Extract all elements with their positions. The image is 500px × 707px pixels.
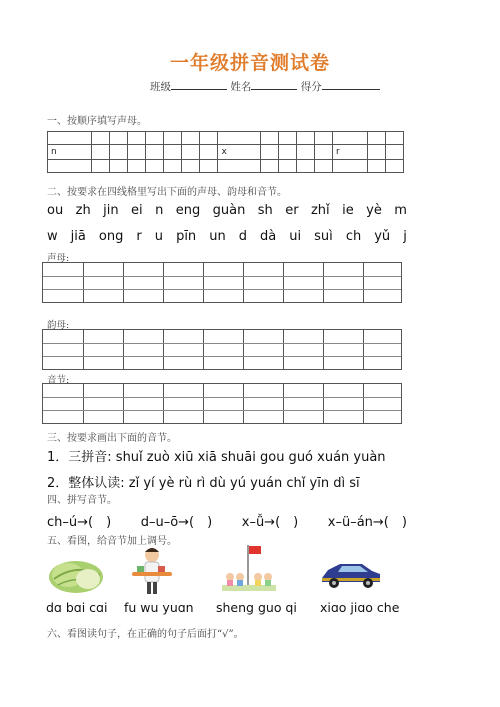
grid-cell[interactable] <box>278 160 296 173</box>
grid-divider <box>123 263 124 302</box>
grid-divider <box>363 330 364 369</box>
caption-waiter: fu wu yuɑn <box>124 600 194 615</box>
grid-divider <box>203 263 204 302</box>
q4-item[interactable]: x–ü–án→( ) <box>327 515 407 530</box>
q1-heading: 一、按顺序填写声母。 <box>47 116 147 127</box>
grid-divider <box>123 330 124 369</box>
pinyin-item: eng <box>175 203 201 218</box>
shengmu-label: 声母: <box>47 253 70 264</box>
grid-divider <box>83 263 84 302</box>
q4-item[interactable]: ch–ú→( ) <box>47 515 112 530</box>
grid-divider <box>163 263 164 302</box>
grid-cell[interactable] <box>314 145 332 160</box>
pinyin-item: n <box>155 203 164 218</box>
q6-heading: 六、看图读句子，在正确的句子后面打“√”。 <box>47 629 244 640</box>
grid-cell[interactable] <box>314 132 332 145</box>
initials-order-grid <box>47 131 404 173</box>
grid-guide-line <box>43 410 401 411</box>
grid-cell[interactable] <box>146 160 164 173</box>
waiter-icon <box>128 546 176 596</box>
pinyin-item: jiā <box>70 229 86 244</box>
pinyin-item: m <box>394 203 407 218</box>
class-blank[interactable] <box>171 79 227 90</box>
grid-cell[interactable] <box>200 160 218 173</box>
grid-cell[interactable] <box>48 132 92 145</box>
grid-cell[interactable] <box>48 145 92 160</box>
q3-item-1-label: 1．三拼音: <box>47 450 112 465</box>
grid-guide-line <box>43 397 401 398</box>
grid-cell[interactable] <box>164 132 182 145</box>
grid-divider <box>203 384 204 423</box>
given-initial: r <box>335 147 340 157</box>
q3-item-1 <box>47 446 386 465</box>
yunmu-writing-grid[interactable] <box>42 329 402 370</box>
page-title: 一年级拼音测试卷 <box>169 52 330 74</box>
grid-divider <box>283 330 284 369</box>
grid-cell[interactable] <box>332 145 367 160</box>
pinyin-item: d <box>238 229 247 244</box>
score-blank[interactable] <box>322 79 380 90</box>
student-info-line <box>150 79 380 94</box>
grid-guide-line <box>43 276 401 277</box>
pinyin-item: jin <box>103 203 119 218</box>
grid-cell[interactable] <box>332 160 367 173</box>
grid-divider <box>163 330 164 369</box>
grid-cell[interactable] <box>91 145 109 160</box>
grid-cell[interactable] <box>182 145 200 160</box>
grid-guide-line <box>43 343 401 344</box>
pinyin-item: ie <box>342 203 354 218</box>
pinyin-item: r <box>136 229 142 244</box>
q3-item-1-text: shuǐ zuò xiū xiā shuāi gou guó xuán yuàn <box>115 450 386 465</box>
caption-flag: sheng guo qi <box>216 600 297 615</box>
pinyin-item: ch <box>345 229 362 244</box>
pinyin-item: yè <box>366 203 382 218</box>
grid-divider <box>243 263 244 302</box>
grid-divider <box>283 263 284 302</box>
q4-heading: 四、拼写音节。 <box>47 495 117 506</box>
name-blank[interactable] <box>251 79 297 90</box>
pinyin-item: guàn <box>212 203 246 218</box>
caption-cabbage: dɑ bɑi cɑi <box>46 600 108 615</box>
grid-cell[interactable] <box>200 145 218 160</box>
grid-cell[interactable] <box>218 160 260 173</box>
grid-cell[interactable] <box>218 132 260 145</box>
pinyin-item: zhǐ <box>310 203 330 218</box>
q4-item[interactable]: x–ǚ→( ) <box>241 515 299 530</box>
pinyin-line-2 <box>47 229 407 244</box>
grid-divider <box>83 330 84 369</box>
pinyin-item: u <box>154 229 164 244</box>
pinyin-item: w <box>47 229 58 244</box>
grid-cell[interactable] <box>314 160 332 173</box>
q3-item-2-label: 2．整体认读: <box>47 476 125 491</box>
grid-cell[interactable] <box>110 160 128 173</box>
pinyin-item: suì <box>314 229 333 244</box>
grid-cell[interactable] <box>91 160 109 173</box>
grid-cell[interactable] <box>385 132 403 145</box>
grid-cell[interactable] <box>182 160 200 173</box>
pinyin-item: ou <box>47 203 64 218</box>
pinyin-line-1 <box>47 203 407 218</box>
grid-cell[interactable] <box>367 132 385 145</box>
q3-heading: 三、按要求画出下面的音节。 <box>47 433 177 444</box>
grid-guide-line <box>43 289 401 290</box>
pinyin-item: zh <box>75 203 91 218</box>
grid-divider <box>203 330 204 369</box>
yunmu-label: 韵母: <box>47 320 70 331</box>
grid-divider <box>243 330 244 369</box>
q5-heading: 五、看图，给音节加上调号。 <box>47 536 177 547</box>
grid-divider <box>363 384 364 423</box>
flag-raising-icon <box>218 543 280 595</box>
grid-divider <box>323 330 324 369</box>
grid-cell[interactable] <box>296 145 314 160</box>
yinjie-writing-grid[interactable] <box>42 383 402 424</box>
q2-heading: 二、按要求在四线格里写出下面的声母、韵母和音节。 <box>47 187 287 198</box>
grid-divider <box>283 384 284 423</box>
grid-divider <box>163 384 164 423</box>
grid-cell[interactable] <box>48 160 92 173</box>
grid-cell[interactable] <box>146 132 164 145</box>
grid-divider <box>123 384 124 423</box>
grid-divider <box>363 263 364 302</box>
car-icon <box>318 556 384 590</box>
pinyin-item: ong <box>98 229 124 244</box>
grid-cell[interactable] <box>332 132 367 145</box>
grid-cell[interactable] <box>367 160 385 173</box>
pinyin-item: un <box>209 229 226 244</box>
grid-cell[interactable] <box>367 145 385 160</box>
pinyin-item: ui <box>289 229 302 244</box>
given-initial: n <box>51 147 57 157</box>
grid-cell[interactable] <box>128 132 146 145</box>
grid-cell[interactable] <box>164 160 182 173</box>
grid-cell[interactable] <box>128 160 146 173</box>
grid-cell[interactable] <box>110 132 128 145</box>
grid-cell[interactable] <box>260 145 278 160</box>
grid-cell[interactable] <box>385 160 403 173</box>
pinyin-item: sh <box>257 203 273 218</box>
pinyin-item: dà <box>260 229 277 244</box>
grid-cell[interactable] <box>164 145 182 160</box>
grid-cell[interactable] <box>385 145 403 160</box>
q3-item-2-text: zǐ yí yè rù rì dù yú yuán chǐ yīn dì sī <box>128 476 360 491</box>
pinyin-item: pīn <box>176 229 197 244</box>
caption-car: xiɑo jiɑo che <box>320 600 400 615</box>
class-label: 班级 <box>150 81 171 93</box>
q4-item[interactable]: d–u–ō→( ) <box>140 515 213 530</box>
grid-divider <box>243 384 244 423</box>
name-label: 姓名 <box>230 81 252 93</box>
grid-guide-line <box>43 356 401 357</box>
grid-cell[interactable] <box>128 145 146 160</box>
pinyin-item: er <box>285 203 299 218</box>
grid-cell[interactable] <box>260 132 278 145</box>
grid-cell[interactable] <box>91 132 109 145</box>
grid-cell[interactable] <box>182 132 200 145</box>
grid-cell[interactable] <box>260 160 278 173</box>
cabbage-icon <box>46 553 106 595</box>
grid-cell[interactable] <box>200 132 218 145</box>
grid-cell[interactable] <box>278 145 296 160</box>
q3-item-2 <box>47 472 360 491</box>
shengmu-writing-grid[interactable] <box>42 262 402 303</box>
grid-cell[interactable] <box>278 132 296 145</box>
given-initial: x <box>221 147 227 157</box>
grid-cell[interactable] <box>218 145 260 160</box>
q4-items <box>47 511 407 530</box>
grid-cell[interactable] <box>110 145 128 160</box>
yinjie-label: 音节: <box>47 375 70 386</box>
grid-divider <box>323 384 324 423</box>
grid-cell[interactable] <box>146 145 164 160</box>
grid-cell[interactable] <box>296 160 314 173</box>
pinyin-item: ei <box>131 203 143 218</box>
pinyin-item: j <box>403 229 407 244</box>
grid-divider <box>83 384 84 423</box>
pinyin-item: yǔ <box>374 229 391 244</box>
grid-cell[interactable] <box>296 132 314 145</box>
score-label: 得分 <box>300 81 322 93</box>
grid-divider <box>323 263 324 302</box>
